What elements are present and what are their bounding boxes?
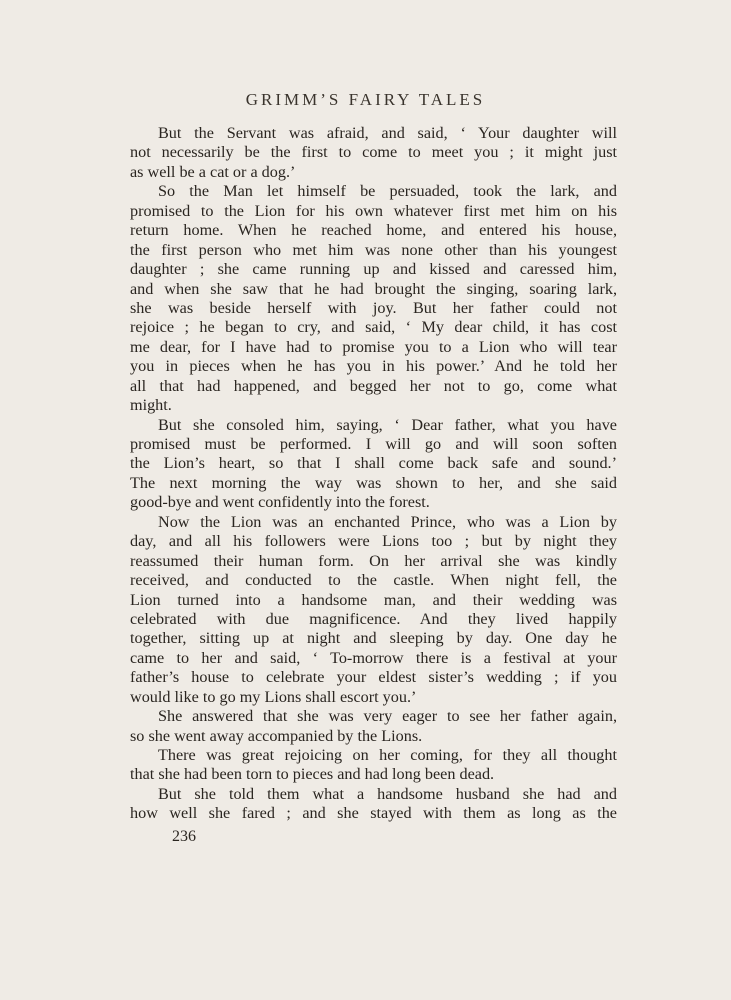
text-line: Now the Lion was an enchanted Prince, who was a Lion by (158, 512, 617, 531)
text-line: together, sitting up at night and sleeping by day. One day he (130, 629, 617, 648)
text-line: came to her and said, ‘ To-morrow there is a festival at your (130, 648, 617, 667)
text-line: and when she saw that he had brought the singing, soaring lark, (130, 279, 617, 298)
running-head: GRIMM’S FAIRY TALES (245, 90, 486, 109)
text-line: me dear, for I have had to promise you to a Lion who will tear (130, 337, 617, 356)
text-line: good-bye and went confidently into the forest. (130, 493, 430, 512)
text-line: as well be a cat or a dog.’ (130, 162, 296, 181)
text-line: you in pieces when he has you in his power.’ And he told her (130, 357, 617, 376)
text-line: the first person who met him was none other than his youngest (130, 240, 617, 259)
text-line: how well she fared ; and she stayed with them as long as the (130, 804, 617, 823)
text-line: But she consoled him, saying, ‘ Dear father, what you have (158, 415, 617, 434)
text-line: promised must be performed. I will go and will soon soften (130, 435, 617, 453)
text-line: There was great rejoicing on her coming, for they all thought (158, 746, 617, 764)
text-line: she was beside herself with joy. But her father could not (130, 298, 617, 317)
text-line: The next morning the way was shown to her, and she said (130, 473, 617, 492)
text-line: father’s house to celebrate your eldest sister’s wedding ; if you (130, 668, 617, 687)
text-line: She answered that she was very eager to see her father again, (158, 707, 617, 726)
text-line: that she had been torn to pieces and had long been dead. (130, 765, 495, 784)
text-line: would like to go my Lions shall escort you.’ (130, 687, 417, 706)
text-line: But she told them what a handsome husband she had and (158, 784, 617, 803)
body-text (130, 124, 617, 824)
text-line: received, and conducted to the castle. When night fell, the (130, 571, 617, 590)
text-line: all that had happened, and begged her not to go, come what (130, 376, 617, 395)
text-line: might. (130, 396, 172, 415)
text-line: day, and all his followers were Lions too ; but by night they (130, 532, 617, 551)
text-line: daughter ; she came running up and kissed and caressed him, (130, 260, 617, 279)
text-line: So the Man let himself be persuaded, took the lark, and (158, 182, 617, 201)
text-line: not necessarily be the first to come to meet you ; it might just (130, 143, 617, 162)
page-number: 236 (172, 828, 196, 845)
text-line: celebrated with due magnificence. And they lived happily (130, 609, 617, 628)
text-line: rejoice ; he began to cry, and said, ‘ My dear child, it has cost (130, 318, 617, 337)
text-line: promised to the Lion for his own whatever first met him on his (130, 201, 617, 220)
text-line: But the Servant was afraid, and said, ‘ Your daughter will (158, 124, 617, 142)
text-line: reassumed their human form. On her arrival she was kindly (130, 551, 617, 570)
text-line: Lion turned into a handsome man, and their wedding was (130, 590, 617, 609)
text-line: return home. When he reached home, and entered his house, (130, 221, 617, 240)
text-line: the Lion’s heart, so that I shall come back safe and sound.’ (130, 454, 617, 473)
text-line: so she went away accompanied by the Lions. (130, 726, 423, 745)
